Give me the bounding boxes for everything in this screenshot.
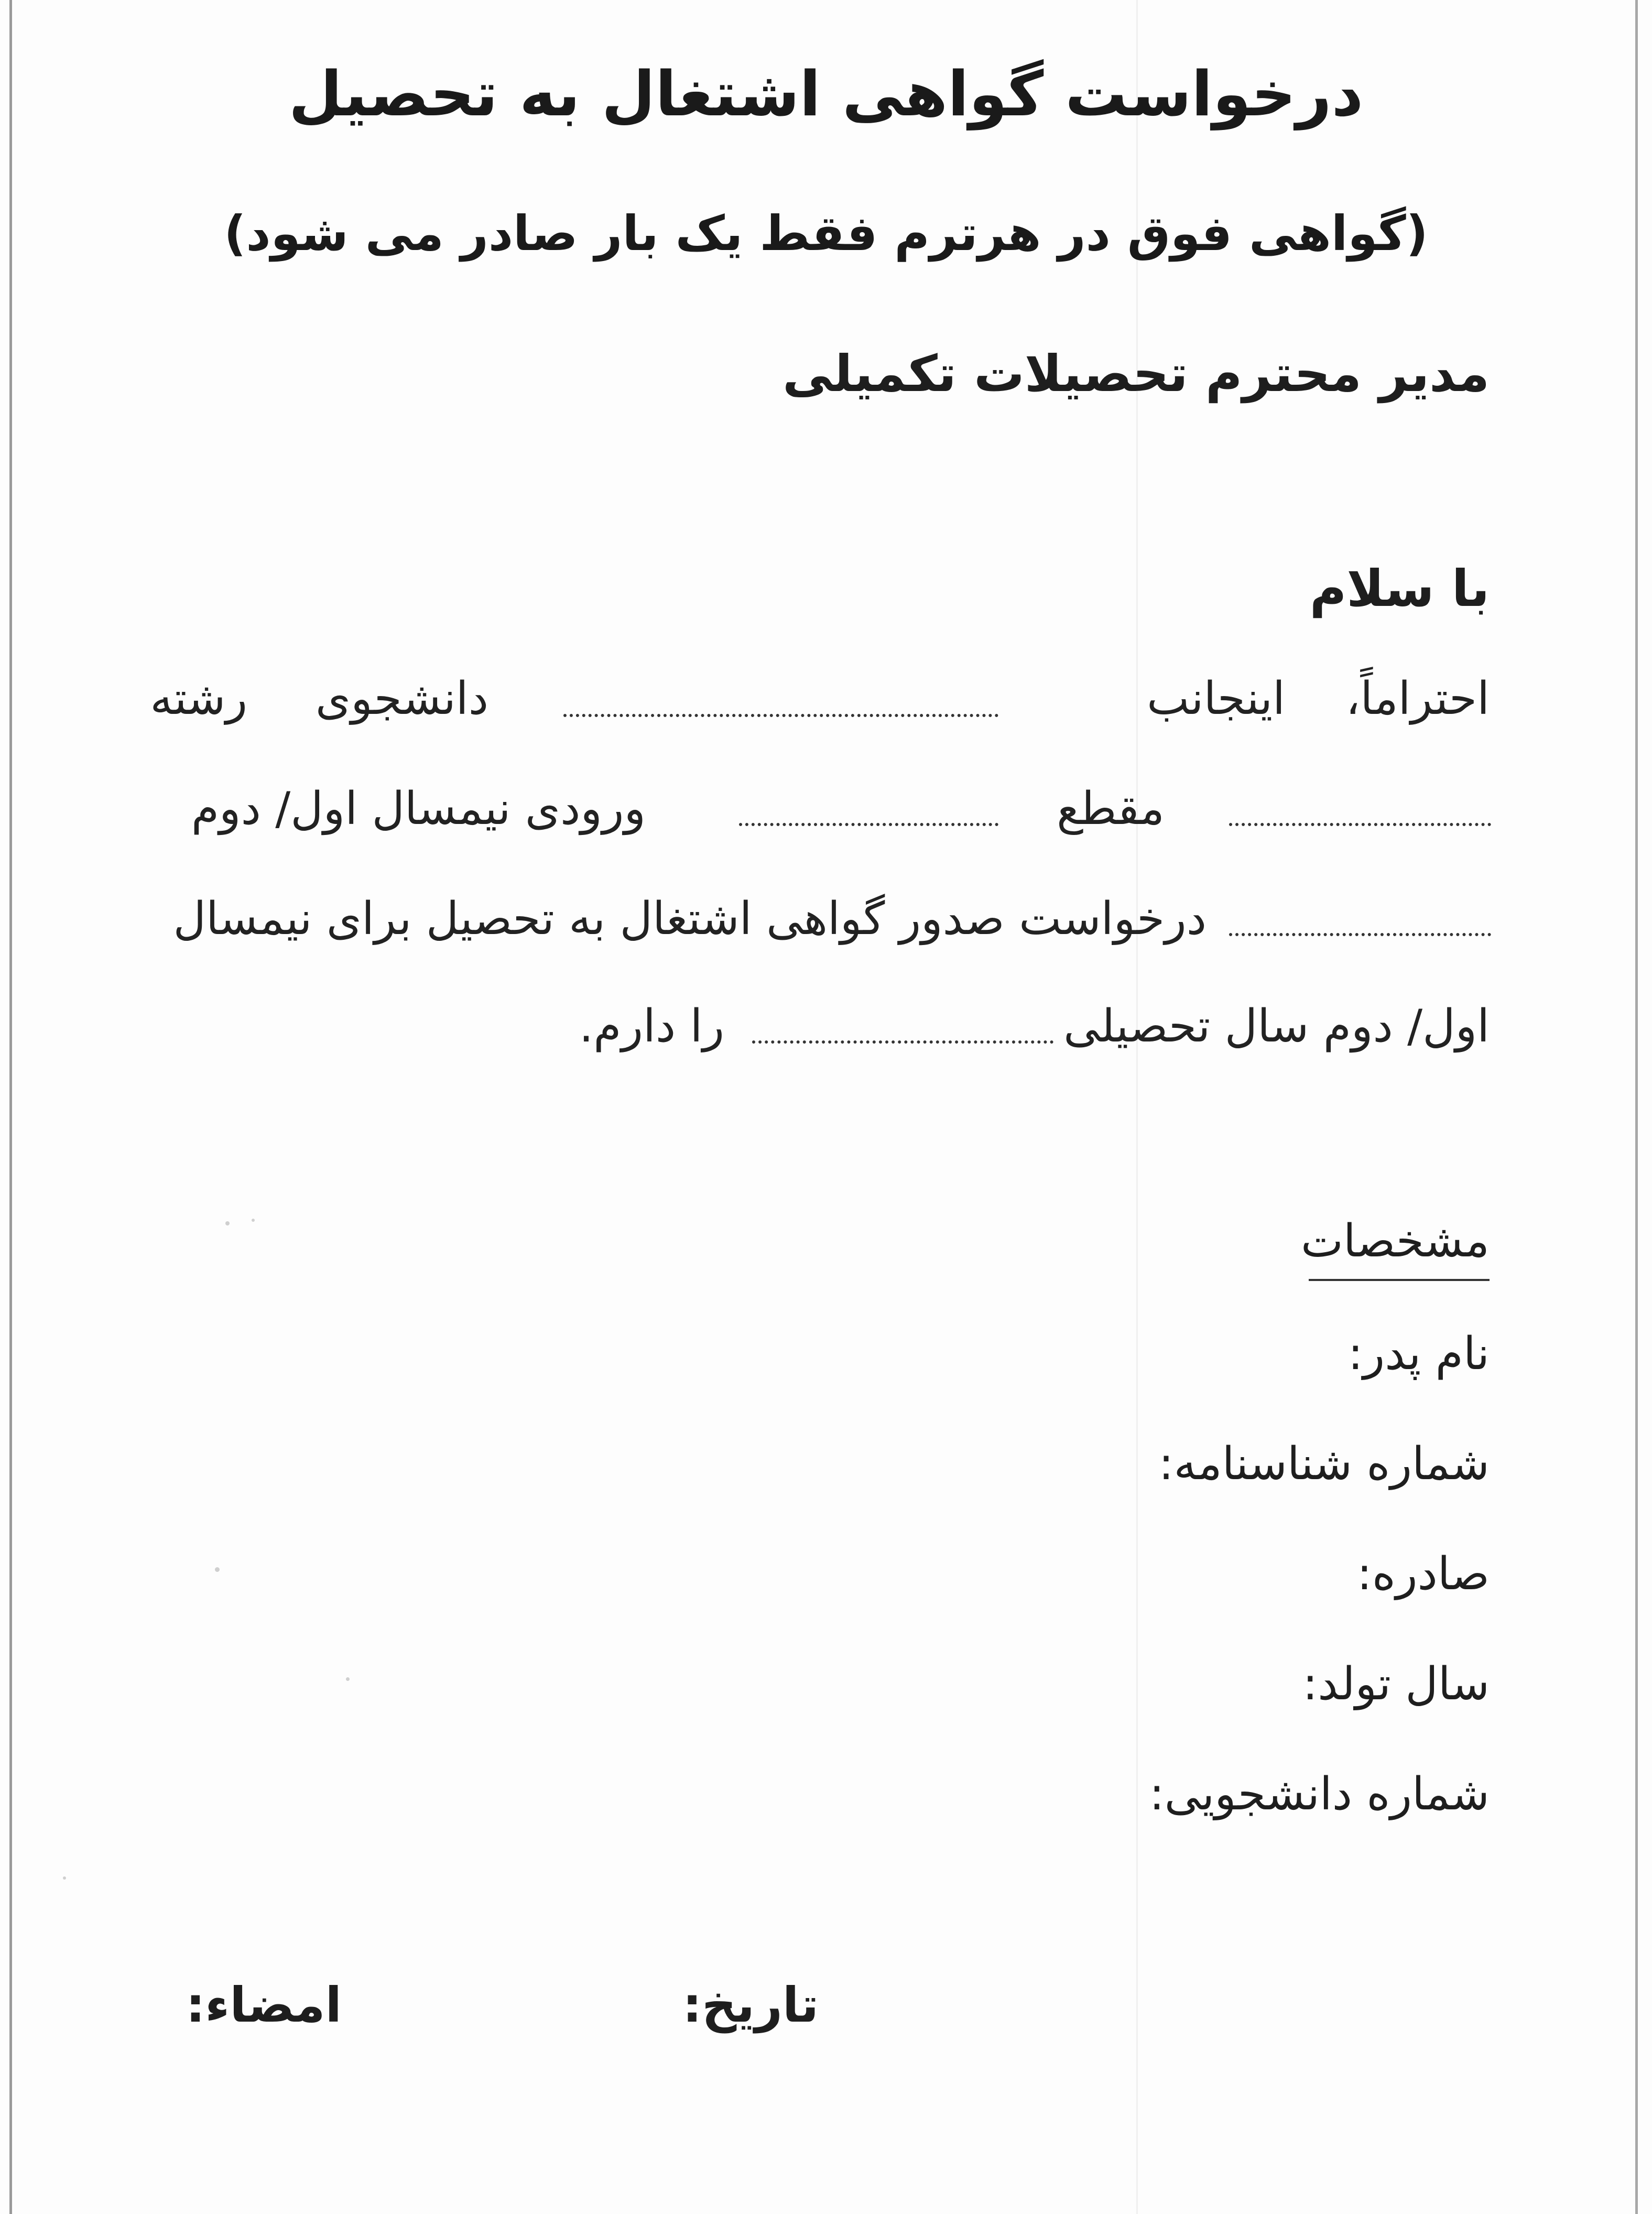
scan-left-edge	[9, 0, 12, 2214]
date-label: تاریخ:	[682, 1977, 819, 2033]
father-name-field: نام پدر:	[1347, 1328, 1490, 1380]
ehteraman-text: احتراماً،	[1345, 672, 1490, 725]
field-blank[interactable]	[1229, 823, 1491, 826]
details-underline	[1309, 1279, 1490, 1281]
paper-fold	[1136, 0, 1138, 2214]
maghta-text: مقطع	[1057, 783, 1165, 835]
document-subtitle: (گواهی فوق در هرترم فقط یک بار صادر می شود)	[224, 205, 1428, 262]
scan-speck	[63, 1876, 66, 1880]
request-text: درخواست صدور گواهی اشتغال به تحصیل برای نیمسال	[173, 893, 1207, 945]
reshte-text: رشته	[150, 672, 247, 725]
degree-blank[interactable]	[739, 823, 998, 826]
name-blank[interactable]	[563, 714, 998, 717]
scan-speck	[215, 1567, 220, 1572]
scan-speck	[252, 1219, 255, 1222]
voroodi-text: ورودی نیمسال اول/ دوم	[191, 783, 646, 835]
closing-text: را دارم.	[579, 1000, 724, 1052]
student-number-field: شماره دانشجویی:	[1149, 1768, 1490, 1820]
addressee: مدیر محترم تحصیلات تکمیلی	[782, 344, 1490, 403]
daneshjooye-text: دانشجوی	[315, 672, 488, 725]
scan-right-edge	[1635, 0, 1638, 2214]
injaneb-text: اینجانب	[1147, 672, 1285, 725]
scan-speck	[225, 1221, 230, 1225]
scan-speck	[346, 1677, 350, 1681]
academic-year-blank[interactable]	[752, 1040, 1053, 1044]
issued-field: صادره:	[1356, 1548, 1490, 1600]
greeting: با سلام	[1309, 559, 1490, 618]
birth-year-field: سال تولد:	[1302, 1658, 1490, 1710]
entry-year-blank[interactable]	[1229, 933, 1491, 936]
id-number-field: شماره شناسنامه:	[1158, 1438, 1490, 1490]
details-title: مشخصات	[1300, 1215, 1490, 1267]
signature-label: امضاء:	[186, 1977, 342, 2033]
document-title: درخواست گواهی اشتغال به تحصیل	[288, 58, 1364, 130]
academic-year-text: اول/ دوم سال تحصیلی	[1063, 1000, 1490, 1052]
